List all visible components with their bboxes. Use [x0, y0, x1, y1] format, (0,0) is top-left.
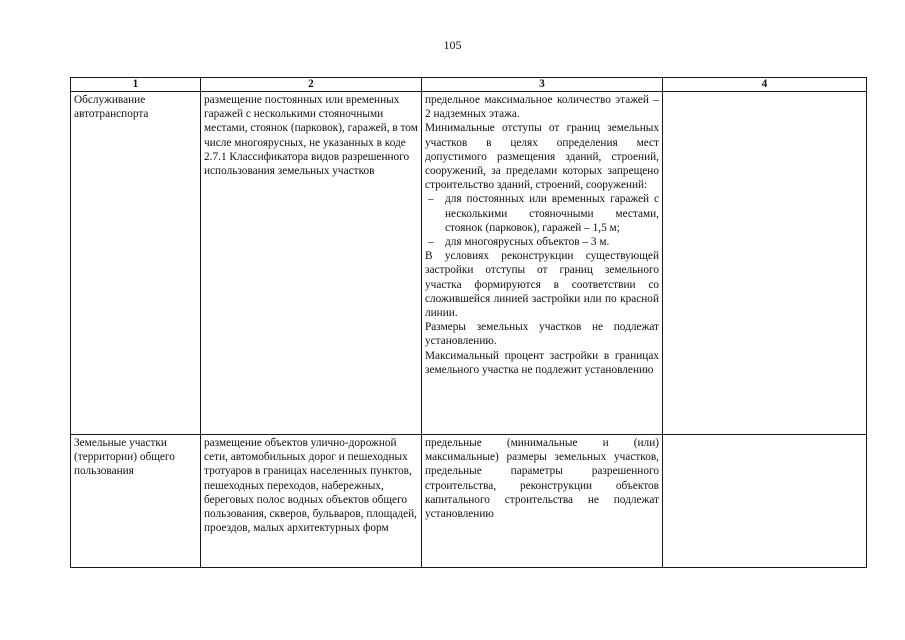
parameters-paragraph: В условиях реконструкции существующей застройки отступы от границ земельного участка формируются в соответствии со сложившейся линией застройки или по красной линии.	[425, 250, 659, 320]
header-col-4: 4	[663, 78, 867, 92]
table-row	[71, 92, 867, 435]
list-item-text: для постоянных или временных гаражей с несколькими стояночными местами, стоянок (парковок), гаражей – 1,5 м;	[445, 193, 659, 234]
parameters-paragraph: предельное максимальное количество этажей – 2 надземных этажа.	[425, 94, 659, 121]
parameters-paragraph: Размеры земельных участков не подлежат установлению.	[425, 321, 659, 348]
header-col-2: 2	[201, 78, 422, 92]
parameters-paragraph: Минимальные отступы от границ земельных участков в целях определения мест допустимого размещения зданий, строений, сооружений, за пределами которых запрещено строительство зданий, строений, сооружений:	[425, 122, 659, 192]
land-use-name-cell	[71, 92, 201, 435]
parameters-cell	[422, 435, 663, 568]
regulations-table	[70, 77, 867, 568]
setback-list	[425, 192, 659, 249]
land-use-name: Земельные участки (территории) общего пользования	[74, 437, 175, 478]
land-use-description: размещение постоянных или временных гаражей с несколькими стояночными местами, стоянок (парковок), гаражей, в том числе многоярусных, не указанных в коде 2.7.1 Классификатора видов разрешенного использования земельных участков	[204, 94, 418, 178]
land-use-name-cell	[71, 435, 201, 568]
table-header-row	[71, 78, 867, 92]
land-use-description-cell	[201, 435, 422, 568]
header-col-1: 1	[71, 78, 201, 92]
parameters-paragraph: предельные (минимальные и (или) максимальные) размеры земельных участков, предельные параметры разрешенного строительства, реконструкции объектов капитального строительства не подлежат установлению	[425, 437, 659, 521]
table-row	[71, 435, 867, 568]
land-use-description-cell	[201, 92, 422, 435]
dash-bullet: –	[428, 236, 434, 249]
notes-cell	[663, 92, 867, 435]
list-item	[425, 235, 659, 249]
list-item-text: для многоярусных объектов – 3 м.	[445, 236, 610, 249]
parameters-paragraph: Максимальный процент застройки в границах земельного участка не подлежит установлению	[425, 349, 659, 376]
land-use-description: размещение объектов улично-дорожной сети, автомобильных дорог и пешеходных тротуаров в границах населенных пунктов, пешеходных переходов, набережных, береговых полос водных объектов общего пользования, скверов, бульваров, площадей, проездов, малых архитектурных форм	[204, 437, 417, 535]
dash-bullet: –	[428, 193, 434, 206]
parameters-cell	[422, 92, 663, 435]
page-number: 105	[443, 38, 462, 52]
land-use-name: Обслуживание автотранспорта	[74, 94, 149, 121]
list-item	[425, 192, 659, 235]
header-col-3: 3	[422, 78, 663, 92]
notes-cell	[663, 435, 867, 568]
